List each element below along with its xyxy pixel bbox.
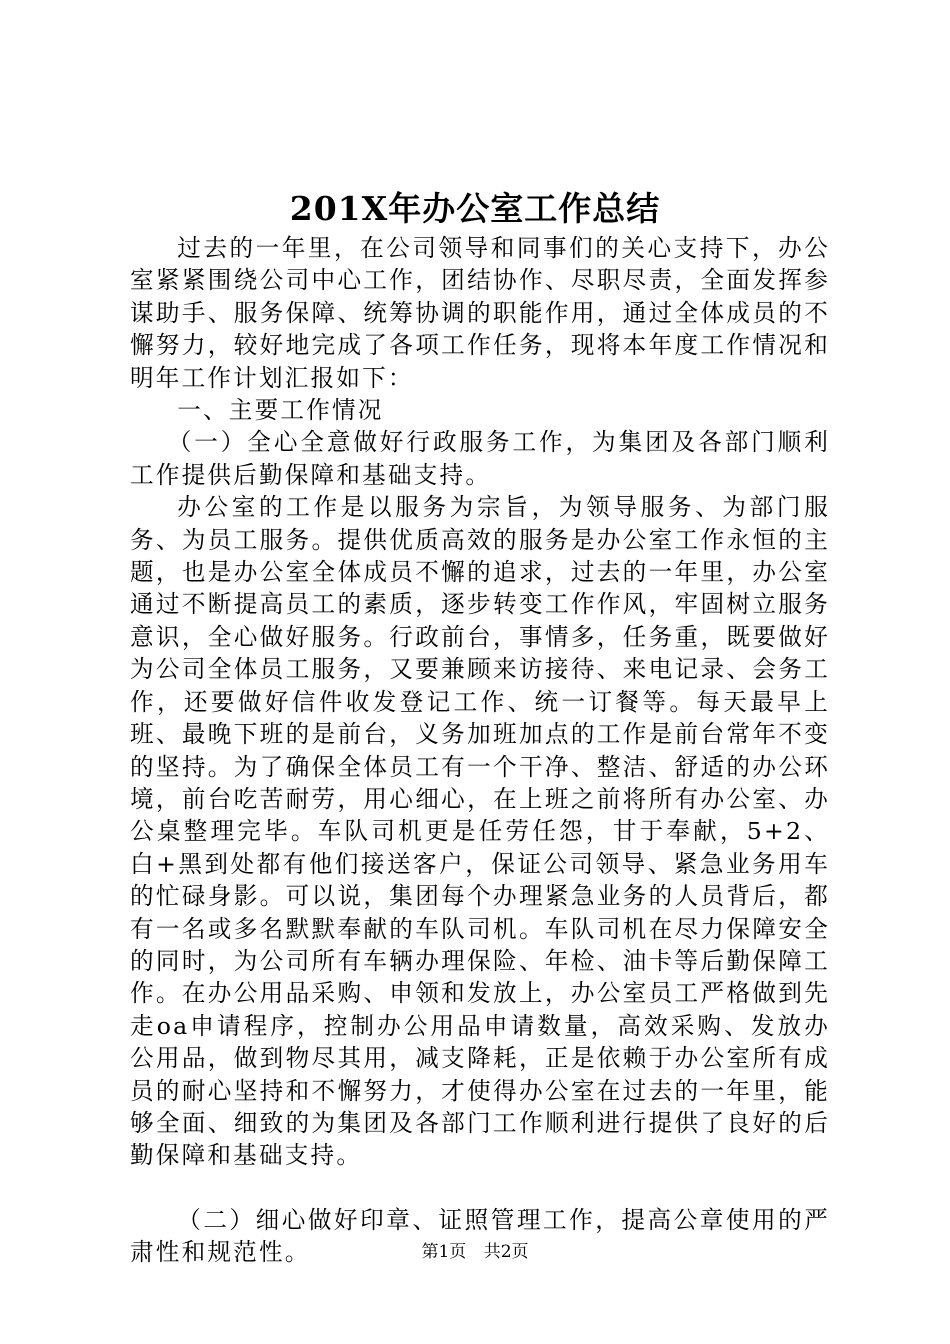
subsection-heading-2: （二）细心做好印章、证照管理工作，提高公章使用的严肃性和规范性。 [130, 1205, 830, 1267]
document-title: 201X年办公室工作总结 [289, 189, 661, 228]
section-heading: 一、主要工作情况 [177, 396, 384, 425]
subsection-heading-1: （一）全心全意做好行政服务工作，为集团及各部门顺利工作提供后勤保障和基础支持。 [130, 428, 830, 489]
page-total: 共2页 [483, 1242, 529, 1262]
paragraph-service: 办公室的工作是以服务为宗旨，为领导服务、为部门服务、为员工服务。提供优质高效的服务是办公室工作永恒的主题，也是办公室全体成员不懈的追求，过去的一年里，办公室通过不断提高员工的素质，逐步转变工作作风，牢固树立服务意识，全心做好服务。行政前台，事情多，任务重，既要做好为公司全体员工服务，又要兼顾来访接待、来电记录、会务工作，还要做好信件收发登记工作、统一订餐等。每天最早上班、最晚下班的是前台，义务加班加点的工作是前台常年不变的坚持。为了确保全体员工有一个干净、整洁、舒适的办公环境，前台吃苦耐劳，用心细心，在上班之前将所有办公室、办公桌整理完毕。车队司机更是任劳任怨，甘于奉献，5+2、白+黑到处都有他们接送客户，保证公司领导、紧急业务用车的忙碌身影。可以说，集团每个办理紧急业务的人员背后，都有一名或多名默默奉献的车队司机。车队司机在尽力保障安全的同时，为公司所有车辆办理保险、年检、油卡等后勤保障工作。在办公用品采购、申领和发放上，办公室员工严格做到先走oa申请程序，控制办公用品申请数量，高效采购、发放办公用品，做到物尽其用，减支降耗，正是依赖于办公室所有成员的耐心坚持和不懈努力，才使得办公室在过去的一年里，能够全面、细致的为集团及各部门工作顺利进行提供了良好的后勤保障和基础支持。 [130, 493, 830, 1170]
page-number: 第1页 [421, 1242, 467, 1262]
document-body [130, 232, 830, 1269]
paragraph-intro: 过去的一年里，在公司领导和同事们的关心支持下，办公室紧紧围绕公司中心工作，团结协作、尽职尽责，全面发挥参谋助手、服务保障、统筹协调的职能作用，通过全体成员的不懈努力，较好地完成了各项工作任务，现将本年度工作情况和明年工作计划汇报如下： [130, 234, 830, 392]
page-footer [0, 1240, 950, 1264]
